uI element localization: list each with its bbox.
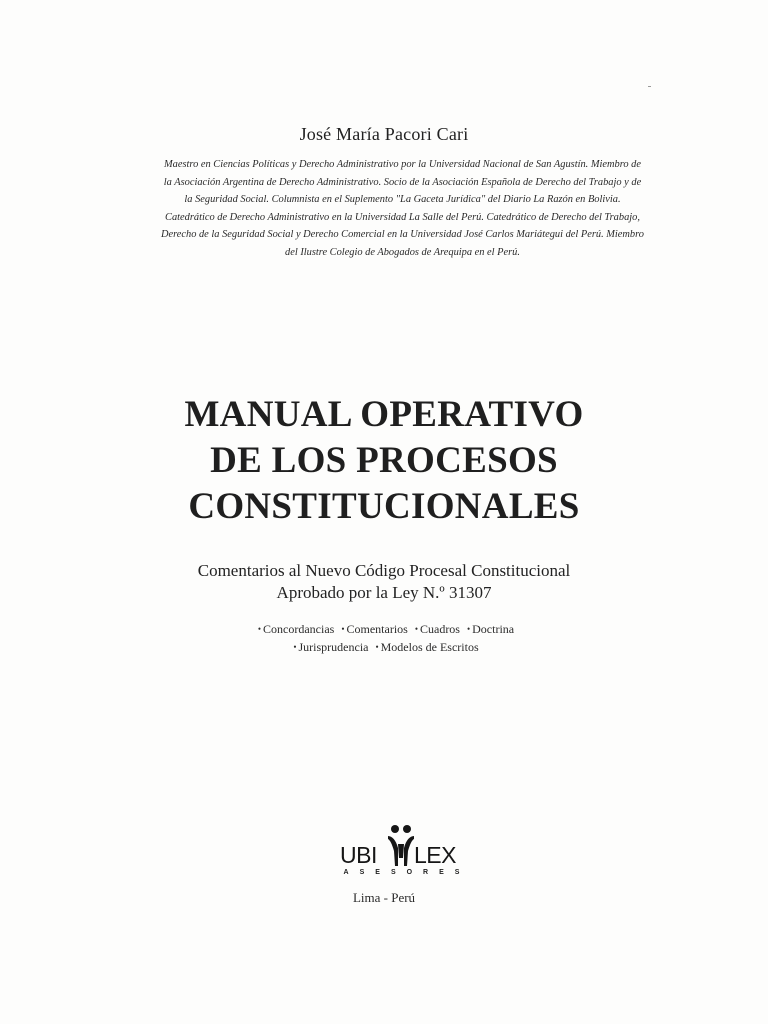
book-subtitle (0, 560, 768, 604)
scan-artifact (648, 86, 651, 87)
title-line: MANUAL OPERATIVO (184, 394, 584, 435)
feature-item: Concordancias (263, 622, 335, 636)
publication-place: Lima - Perú (352, 890, 416, 905)
author-name: José María Pacori Cari (299, 124, 469, 144)
book-title (0, 392, 768, 530)
author-bio: Maestro en Ciencias Políticas y Derecho Administrativo por la Universidad Nacional de San Agustín. Miembro de la Asociación Argentina de Derecho Administrativo. Socio de la Asociación Española de Derecho del Trabajo y de la Seguridad Social. Columnista en el Suplemento "La Gaceta Jurídica" del Diario La Razón en Bolivia. Catedrático de Derecho Administrativo en la Universidad La Salle del Perú. Catedrático de Derecho del Trabajo, Derecho de la Seguridad Social y Derecho Comercial en la Universidad José Carlos Mariátegui del Perú. Miembro del Ilustre Colegio de Abogados de Arequipa en el Perú. (161, 159, 644, 258)
feature-item: Modelos de Escritos (380, 640, 479, 654)
bullet-icon: • (257, 624, 262, 634)
bullet-icon: • (293, 642, 297, 652)
features-row (0, 638, 768, 656)
bullet-icon: • (466, 624, 471, 634)
bullet-icon: • (414, 624, 418, 634)
subtitle-line: Comentarios al Nuevo Código Procesal Constitucional (197, 561, 571, 580)
publisher-logo (334, 824, 478, 882)
logo-text-left: UBI (340, 842, 377, 868)
bullet-icon: • (375, 642, 379, 652)
logo-text-right: LEX (414, 842, 456, 868)
feature-item: Jurisprudencia (298, 640, 369, 654)
title-line: CONSTITUCIONALES (188, 486, 580, 527)
logo-tagline: ASESORES (343, 869, 471, 876)
features-row (0, 620, 768, 638)
content-features (0, 620, 768, 656)
feature-item: Cuadros (419, 622, 460, 636)
title-line: DE LOS PROCESOS (210, 440, 558, 481)
subtitle-line: Aprobado por la Ley N.º 31307 (276, 583, 492, 602)
feature-item: Comentarios (346, 622, 408, 636)
bullet-icon: • (341, 624, 345, 634)
feature-item: Doctrina (472, 622, 515, 636)
people-figures-icon (386, 824, 416, 868)
